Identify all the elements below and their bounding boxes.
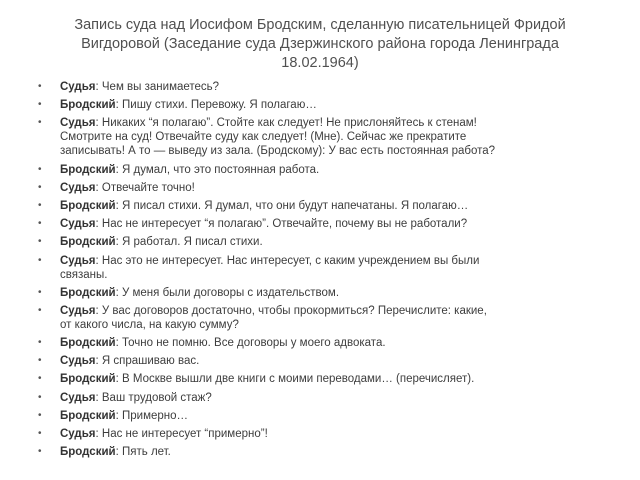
speaker-name: Бродский <box>60 373 116 386</box>
utterance-text: : Пишу стихи. Перевожу. Я полагаю… <box>115 99 317 112</box>
dialogue-line <box>32 391 612 405</box>
bullet-icon: • <box>38 99 42 111</box>
bullet-icon: • <box>38 218 42 230</box>
speaker-name: Судья <box>60 181 96 194</box>
utterance-text: : Я спрашиваю вас. <box>95 355 200 368</box>
dialogue-line <box>32 445 612 459</box>
bullet-icon: • <box>38 199 42 211</box>
utterance-text: : Нас это не интересует. Нас интересует, с каким учреждением вы были <box>95 254 480 267</box>
utterance-text-continued: от какого числа, на какую сумму? <box>60 318 239 331</box>
dialogue-line <box>32 98 612 112</box>
utterance-text: : Я работал. Я писал стихи. <box>115 236 263 249</box>
utterance-text-continued: Смотрите на суд! Отвечайте суду как следует! (Мне). Сейчас же прекратите <box>60 131 467 144</box>
bullet-icon: • <box>38 254 42 266</box>
dialogue-line <box>32 254 612 282</box>
utterance-text: : У меня были договоры с издательством. <box>115 286 340 299</box>
bullet-icon: • <box>38 236 42 248</box>
speaker-name: Бродский <box>60 337 116 350</box>
speaker-name: Бродский <box>60 236 116 249</box>
speaker-name: Судья <box>60 355 96 368</box>
utterance-text-continued: записывать! А то — выведу из зала. (Бродскому): У вас есть постоянная работа? <box>60 145 496 158</box>
speaker-name: Судья <box>60 428 96 440</box>
bullet-icon: • <box>38 391 42 403</box>
utterance-text: : Нас не интересует “я полагаю”. Отвечайте, почему вы не работали? <box>95 218 468 231</box>
utterance-text: : Пять лет. <box>115 446 171 459</box>
bullet-icon: • <box>38 81 42 92</box>
utterance-text: : Нас не интересует “примерно”! <box>95 428 268 440</box>
dialogue-line <box>32 372 612 386</box>
dialogue-line <box>32 336 612 350</box>
title-line-3: 18.02.1964) <box>281 55 359 71</box>
dialogue-line <box>32 427 612 441</box>
utterance-text: : В Москве вышли две книги с моими переводами… (перечисляет). <box>115 373 475 386</box>
speaker-name: Бродский <box>60 446 116 459</box>
dialogue-list <box>32 80 612 463</box>
speaker-name: Бродский <box>60 286 116 299</box>
bullet-icon: • <box>38 181 42 193</box>
bullet-icon: • <box>38 163 42 175</box>
dialogue-line <box>32 163 612 177</box>
speaker-name: Судья <box>60 304 96 317</box>
bullet-icon: • <box>38 355 42 367</box>
utterance-text: : Я думал, что это постоянная работа. <box>115 163 320 176</box>
speaker-name: Судья <box>60 254 96 267</box>
title-line-1: Запись суда над Иосифом Бродским, сделанную писательницей Фридой <box>74 17 566 33</box>
dialogue-line <box>32 199 612 213</box>
dialogue-line <box>32 181 612 195</box>
utterance-text: : Я писал стихи. Я думал, что они будут напечатаны. Я полагаю… <box>115 199 469 212</box>
speaker-name: Судья <box>60 218 96 231</box>
title-line-2: Вигдоровой (Заседание суда Дзержинского района города Ленинграда <box>81 36 559 52</box>
utterance-text: : Ваш трудовой стаж? <box>95 391 212 404</box>
page-title <box>40 16 600 73</box>
utterance-text: : Примерно… <box>115 409 189 422</box>
bullet-icon: • <box>38 117 42 129</box>
dialogue-line <box>32 354 612 368</box>
speaker-name: Судья <box>60 81 96 93</box>
bullet-icon: • <box>38 446 42 458</box>
speaker-name: Бродский <box>60 99 116 112</box>
bullet-icon: • <box>38 337 42 349</box>
utterance-text: : Никаких “я полагаю”. Стойте как следует! Не прислоняйтесь к стенам! <box>95 117 477 130</box>
speaker-name: Бродский <box>60 163 116 176</box>
dialogue-line <box>32 80 612 94</box>
dialogue-line <box>32 116 612 158</box>
bullet-icon: • <box>38 409 42 421</box>
dialogue-line <box>32 217 612 231</box>
speaker-name: Бродский <box>60 199 116 212</box>
utterance-text: : У вас договоров достаточно, чтобы прокормиться? Перечислите: какие, <box>95 304 487 317</box>
speaker-name: Судья <box>60 117 96 130</box>
utterance-text-continued: связаны. <box>60 268 108 281</box>
utterance-text: : Точно не помню. Все договоры у моего адвоката. <box>115 337 386 350</box>
speaker-name: Судья <box>60 391 96 404</box>
utterance-text: : Чем вы занимаетесь? <box>95 81 220 93</box>
utterance-text: : Отвечайте точно! <box>95 181 195 194</box>
dialogue-line <box>32 409 612 423</box>
speaker-name: Бродский <box>60 409 116 422</box>
bullet-icon: • <box>38 373 42 385</box>
bullet-icon: • <box>38 286 42 298</box>
bullet-icon: • <box>38 428 42 439</box>
bullet-icon: • <box>38 304 42 316</box>
dialogue-line <box>32 235 612 249</box>
dialogue-line <box>32 304 612 332</box>
dialogue-line <box>32 286 612 300</box>
